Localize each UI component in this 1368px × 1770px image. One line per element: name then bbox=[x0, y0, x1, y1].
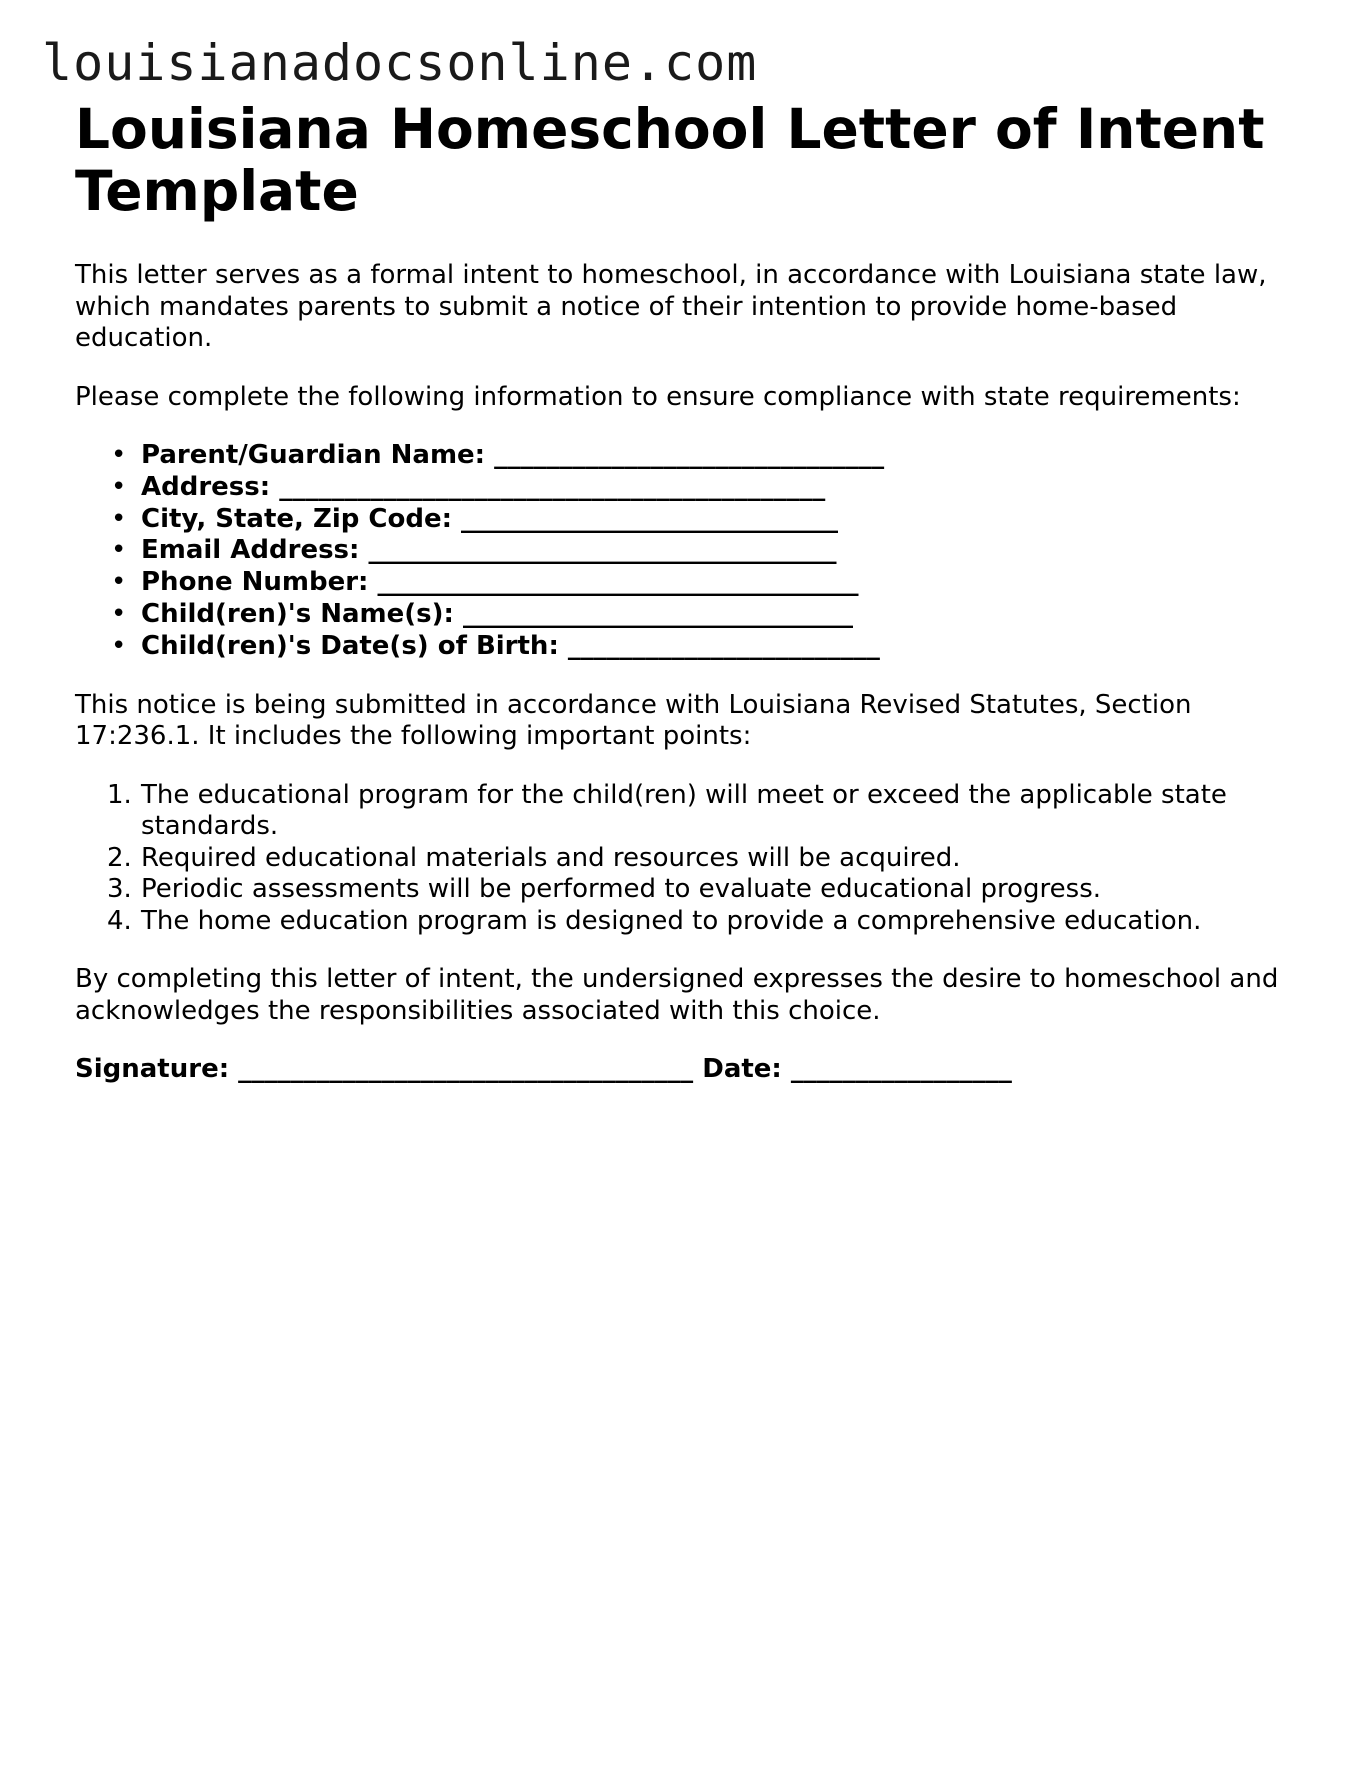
point-number: 2. bbox=[107, 842, 132, 873]
field-list bbox=[75, 440, 1305, 663]
instruction-paragraph: Please complete the following information to ensure compliance with state requirements: bbox=[75, 381, 1241, 412]
field-address: • Address: __________________________________________ bbox=[111, 471, 826, 502]
field-children-names: • Child(ren)'s Name(s): ______________________________ bbox=[111, 598, 853, 629]
field-label: Child(ren)'s Date(s) of Birth: bbox=[141, 630, 559, 661]
field-parent-guardian-name: • Parent/Guardian Name: ______________________________ bbox=[111, 440, 885, 470]
signature-blank: ___________________________________ bbox=[238, 1054, 694, 1085]
point-text: The educational program for the child(ren) will meet or exceed the applicable state standards. bbox=[141, 779, 1227, 842]
date-label: Date: bbox=[702, 1054, 782, 1085]
intro-paragraph: This letter serves as a formal intent to homeschool, in accordance with Louisiana state law, which mandates parents to submit a notice of their intention to provide home-based education. bbox=[75, 260, 1267, 353]
field-label: Parent/Guardian Name: bbox=[141, 440, 486, 470]
field-blank: ______________________________ bbox=[462, 598, 853, 629]
closing-paragraph: By completing this letter of intent, the undersigned expresses the desire to homeschool and acknowledges the responsibilities associated with this choice. bbox=[75, 964, 1279, 1026]
field-blank: _____________________________________ bbox=[377, 567, 859, 598]
point-text: The home education program is designed to provide a comprehensive education. bbox=[141, 905, 1202, 936]
document-body bbox=[75, 98, 1305, 1086]
field-label: Phone Number: bbox=[141, 567, 369, 598]
date-blank: _________________ bbox=[790, 1054, 1012, 1085]
point-text: Required educational materials and resources will be acquired. bbox=[141, 842, 961, 873]
field-label: Child(ren)'s Name(s): bbox=[141, 598, 454, 629]
field-blank: ______________________________ bbox=[494, 440, 885, 470]
point-number: 4. bbox=[107, 905, 132, 936]
field-children-dates-of-birth: • Child(ren)'s Date(s) of Birth: ________________________ bbox=[111, 630, 880, 661]
page-title: Louisiana Homeschool Letter of Intent Template bbox=[75, 97, 1265, 223]
field-blank: _____________________________ bbox=[461, 503, 839, 534]
signature-line bbox=[75, 1054, 1305, 1086]
field-email-address: • Email Address: ____________________________________ bbox=[111, 535, 837, 566]
field-blank: __________________________________________ bbox=[279, 471, 826, 502]
field-label: Email Address: bbox=[141, 535, 360, 566]
point-number: 1. bbox=[107, 779, 132, 810]
point-item bbox=[107, 874, 1305, 906]
signature-label: Signature: bbox=[75, 1054, 230, 1085]
point-item bbox=[107, 779, 1305, 843]
field-label: Address: bbox=[141, 471, 271, 502]
field-blank: ____________________________________ bbox=[368, 535, 837, 566]
field-blank: ________________________ bbox=[567, 630, 880, 661]
point-text: Periodic assessments will be performed to evaluate educational progress. bbox=[141, 874, 1102, 905]
field-city-state-zip: • City, State, Zip Code: _____________________________ bbox=[111, 503, 839, 534]
point-number: 3. bbox=[107, 874, 132, 905]
field-label: City, State, Zip Code: bbox=[141, 503, 452, 534]
notice-paragraph: This notice is being submitted in accordance with Louisiana Revised Statutes, Section 17:236.1. It includes the following important points: bbox=[75, 689, 1192, 752]
field-phone-number: • Phone Number: _____________________________________ bbox=[111, 567, 859, 598]
watermark-text: louisianadocsonline.com bbox=[42, 34, 758, 92]
point-item bbox=[107, 905, 1305, 938]
points-list bbox=[75, 780, 1305, 938]
point-item bbox=[107, 842, 1305, 875]
